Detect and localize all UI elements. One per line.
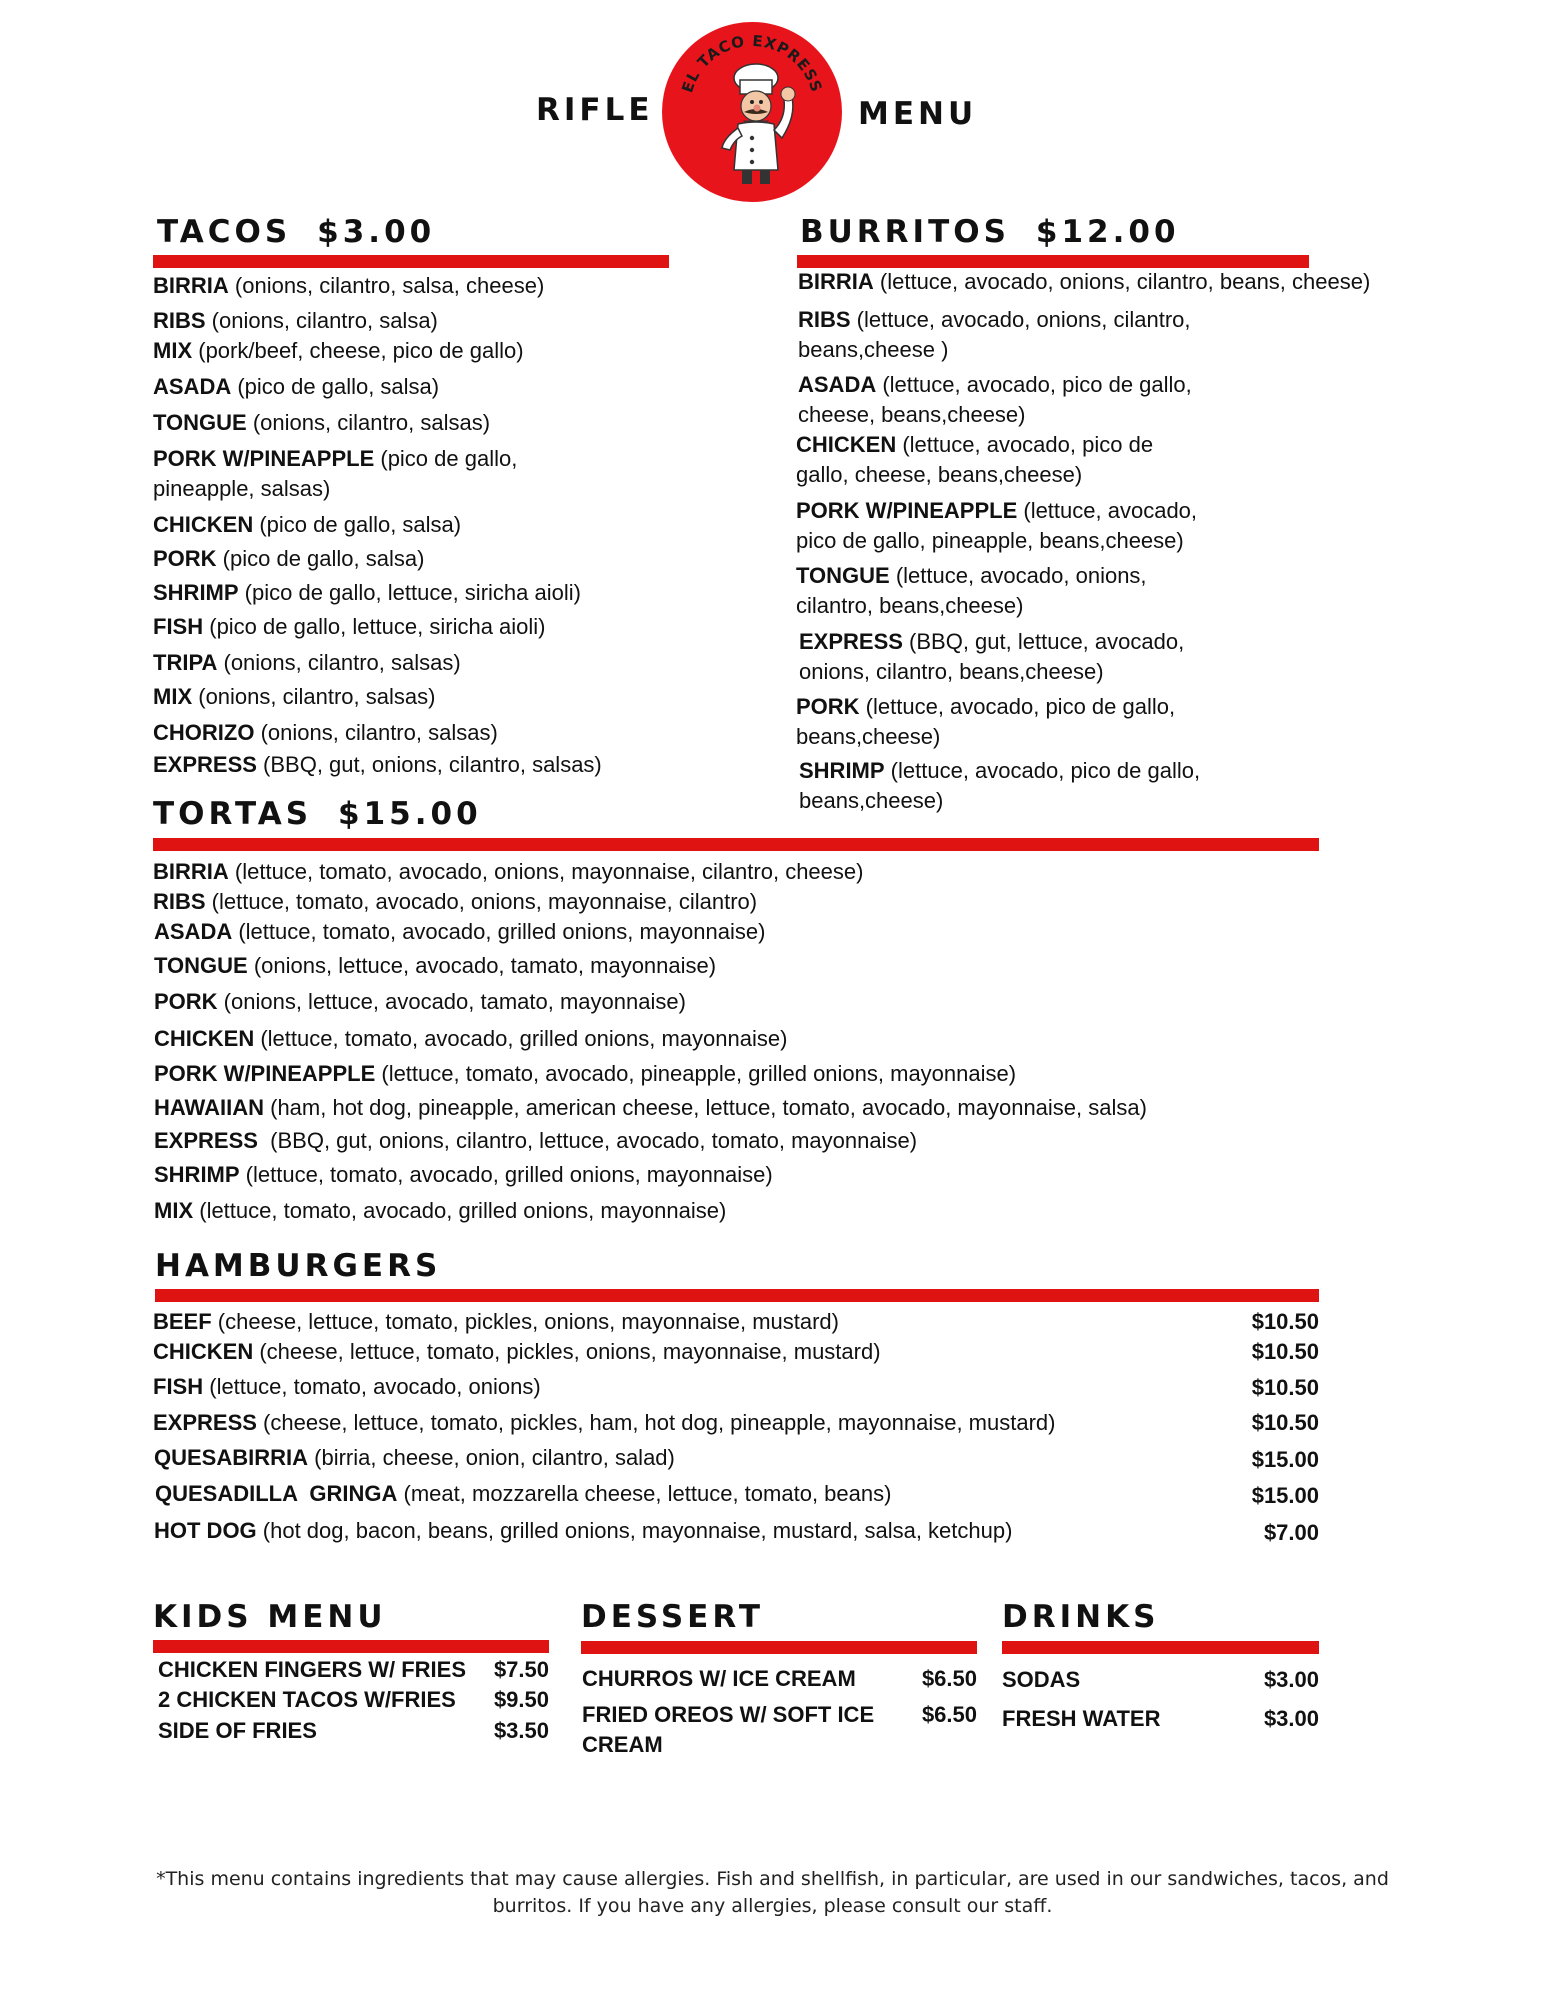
restaurant-logo: [660, 20, 844, 204]
list-item: 2 CHICKEN TACOS W/FRIES: [158, 1687, 456, 1712]
list-item: CHURROS W/ ICE CREAM: [582, 1666, 856, 1691]
list-item: CHICKEN FINGERS W/ FRIES: [158, 1657, 467, 1682]
tacos-divider: [153, 255, 669, 268]
list-item: HAWAIIAN (ham, hot dog, pineapple, american cheese, lettuce, tomato, avocado, mayonnaise, salsa): [154, 1095, 1147, 1120]
list-item: PORK W/PINEAPPLE (lettuce, avocado, pico de gallo, pineapple, beans,cheese): [796, 498, 1198, 553]
list-item: RIBS (lettuce, avocado, onions, cilantro, beans,cheese ): [798, 307, 1191, 362]
drinks-divider: [1002, 1641, 1319, 1654]
item-price: $7.50: [493, 1657, 549, 1682]
burritos-price: $12.00: [1035, 214, 1180, 250]
list-item: ASADA (lettuce, tomato, avocado, grilled onions, mayonnaise): [154, 919, 766, 944]
dessert-title: DESSERT: [581, 1599, 764, 1635]
list-item: BIRRIA (onions, cilantro, salsa, cheese): [153, 273, 545, 298]
list-item: EXPRESS (BBQ, gut, onions, cilantro, salsas): [153, 752, 602, 777]
list-item: SHRIMP (lettuce, avocado, pico de gallo, beans,cheese): [799, 758, 1201, 813]
list-item: RIBS (onions, cilantro, salsa): [153, 308, 438, 333]
list-item: BEEF (cheese, lettuce, tomato, pickles, onions, mayonnaise, mustard): [153, 1309, 839, 1334]
list-item: ASADA (lettuce, avocado, pico de gallo, cheese, beans,cheese): [798, 372, 1192, 427]
list-item: MIX (onions, cilantro, salsas): [153, 684, 436, 709]
tortas-title: TORTAS $15.00: [153, 796, 482, 832]
allergy-note: *This menu contains ingredients that may cause allergies. Fish and shellfish, in particular, are used in our sandwiches, tacos, and burritos. If you have any allergies, please consult our staff.: [156, 1868, 1389, 1917]
list-item: MIX (pork/beef, cheese, pico de gallo): [153, 338, 524, 363]
list-item: CHICKEN (lettuce, tomato, avocado, grilled onions, mayonnaise): [154, 1026, 788, 1051]
list-item: FRIED OREOS W/ SOFT ICE CREAM: [582, 1702, 875, 1757]
list-item: RIBS (lettuce, tomato, avocado, onions, mayonnaise, cilantro): [153, 889, 758, 914]
list-item: FRESH WATER: [1002, 1706, 1161, 1731]
dessert-divider: [581, 1641, 977, 1654]
tacos-price: $3.00: [317, 214, 436, 250]
list-item: PORK (pico de gallo, salsa): [153, 546, 425, 571]
list-item: PORK (lettuce, avocado, pico de gallo, beans,cheese): [796, 694, 1176, 749]
list-item: ASADA (pico de gallo, salsa): [153, 374, 440, 399]
burritos-title: BURRITOS $12.00: [800, 214, 1180, 250]
list-item: TONGUE (lettuce, avocado, onions, cilantro, beans,cheese): [796, 563, 1147, 618]
drinks-title: DRINKS: [1002, 1599, 1160, 1635]
list-item: SODAS: [1002, 1667, 1081, 1692]
tacos-title: TACOS $3.00: [157, 214, 436, 250]
item-price: $7.00: [1263, 1520, 1319, 1545]
list-item: CHORIZO (onions, cilantro, salsas): [153, 720, 498, 745]
list-item: TONGUE (onions, lettuce, avocado, tamato, mayonnaise): [154, 953, 717, 978]
hamburgers-title: HAMBURGERS: [155, 1248, 442, 1284]
list-item: MIX (lettuce, tomato, avocado, grilled onions, mayonnaise): [154, 1198, 727, 1223]
kids-divider: [153, 1640, 549, 1653]
hamburgers-divider: [155, 1289, 1319, 1302]
list-item: BIRRIA (lettuce, avocado, onions, cilantro, beans, cheese): [798, 269, 1371, 294]
logo-text: EL TACO EXPRESS: [678, 31, 826, 95]
list-item: SHRIMP (lettuce, tomato, avocado, grilled onions, mayonnaise): [154, 1162, 773, 1187]
list-item: CHICKEN (cheese, lettuce, tomato, pickles, onions, mayonnaise, mustard): [153, 1339, 881, 1364]
list-item: QUESABIRRIA (birria, cheese, onion, cilantro, salad): [154, 1445, 675, 1470]
list-item: PORK (onions, lettuce, avocado, tamato, mayonnaise): [154, 989, 686, 1014]
list-item: EXPRESS (BBQ, gut, lettuce, avocado, onions, cilantro, beans,cheese): [799, 629, 1185, 684]
item-price: $3.00: [1263, 1667, 1319, 1692]
list-item: TRIPA (onions, cilantro, salsas): [153, 650, 461, 675]
item-price: $3.00: [1263, 1706, 1319, 1731]
item-price: $10.50: [1251, 1339, 1319, 1364]
item-price: $15.00: [1251, 1483, 1319, 1508]
item-price: $10.50: [1251, 1309, 1319, 1334]
tortas-divider: [153, 838, 1319, 851]
list-item: TONGUE (onions, cilantro, salsas): [153, 410, 491, 435]
header-right-word: MENU: [858, 96, 978, 132]
list-item: PORK W/PINEAPPLE (lettuce, tomato, avocado, pineapple, grilled onions, mayonnaise): [154, 1061, 1017, 1086]
list-item: QUESADILLA GRINGA (meat, mozzarella cheese, lettuce, tomato, beans): [155, 1481, 892, 1506]
list-item: CHICKEN (pico de gallo, salsa): [153, 512, 462, 537]
list-item: FISH (pico de gallo, lettuce, siricha aioli): [153, 614, 546, 639]
item-price: $10.50: [1251, 1375, 1319, 1400]
header-left-word: RIFLE: [536, 92, 654, 128]
tortas-price: $15.00: [338, 796, 482, 832]
item-price: $3.50: [493, 1718, 549, 1743]
list-item: PORK W/PINEAPPLE (pico de gallo, pineapple, salsas): [153, 446, 518, 501]
item-price: $6.50: [921, 1702, 977, 1727]
list-item: SIDE OF FRIES: [158, 1718, 317, 1743]
item-price: $10.50: [1251, 1410, 1319, 1435]
item-price: $15.00: [1251, 1447, 1319, 1472]
list-item: EXPRESS (BBQ, gut, onions, cilantro, lettuce, avocado, tomato, mayonnaise): [154, 1128, 918, 1153]
item-price: $6.50: [921, 1666, 977, 1691]
list-item: CHICKEN (lettuce, avocado, pico de gallo, cheese, beans,cheese): [796, 432, 1154, 487]
list-item: FISH (lettuce, tomato, avocado, onions): [153, 1374, 541, 1399]
item-price: $9.50: [493, 1687, 549, 1712]
list-item: HOT DOG (hot dog, bacon, beans, grilled onions, mayonnaise, mustard, salsa, ketchup): [154, 1518, 1013, 1543]
list-item: BIRRIA (lettuce, tomato, avocado, onions, mayonnaise, cilantro, cheese): [153, 859, 864, 884]
list-item: EXPRESS (cheese, lettuce, tomato, pickles, ham, hot dog, pineapple, mayonnaise, mustard): [153, 1410, 1056, 1435]
kids-title: KIDS MENU: [153, 1599, 387, 1635]
list-item: SHRIMP (pico de gallo, lettuce, siricha aioli): [153, 580, 581, 605]
